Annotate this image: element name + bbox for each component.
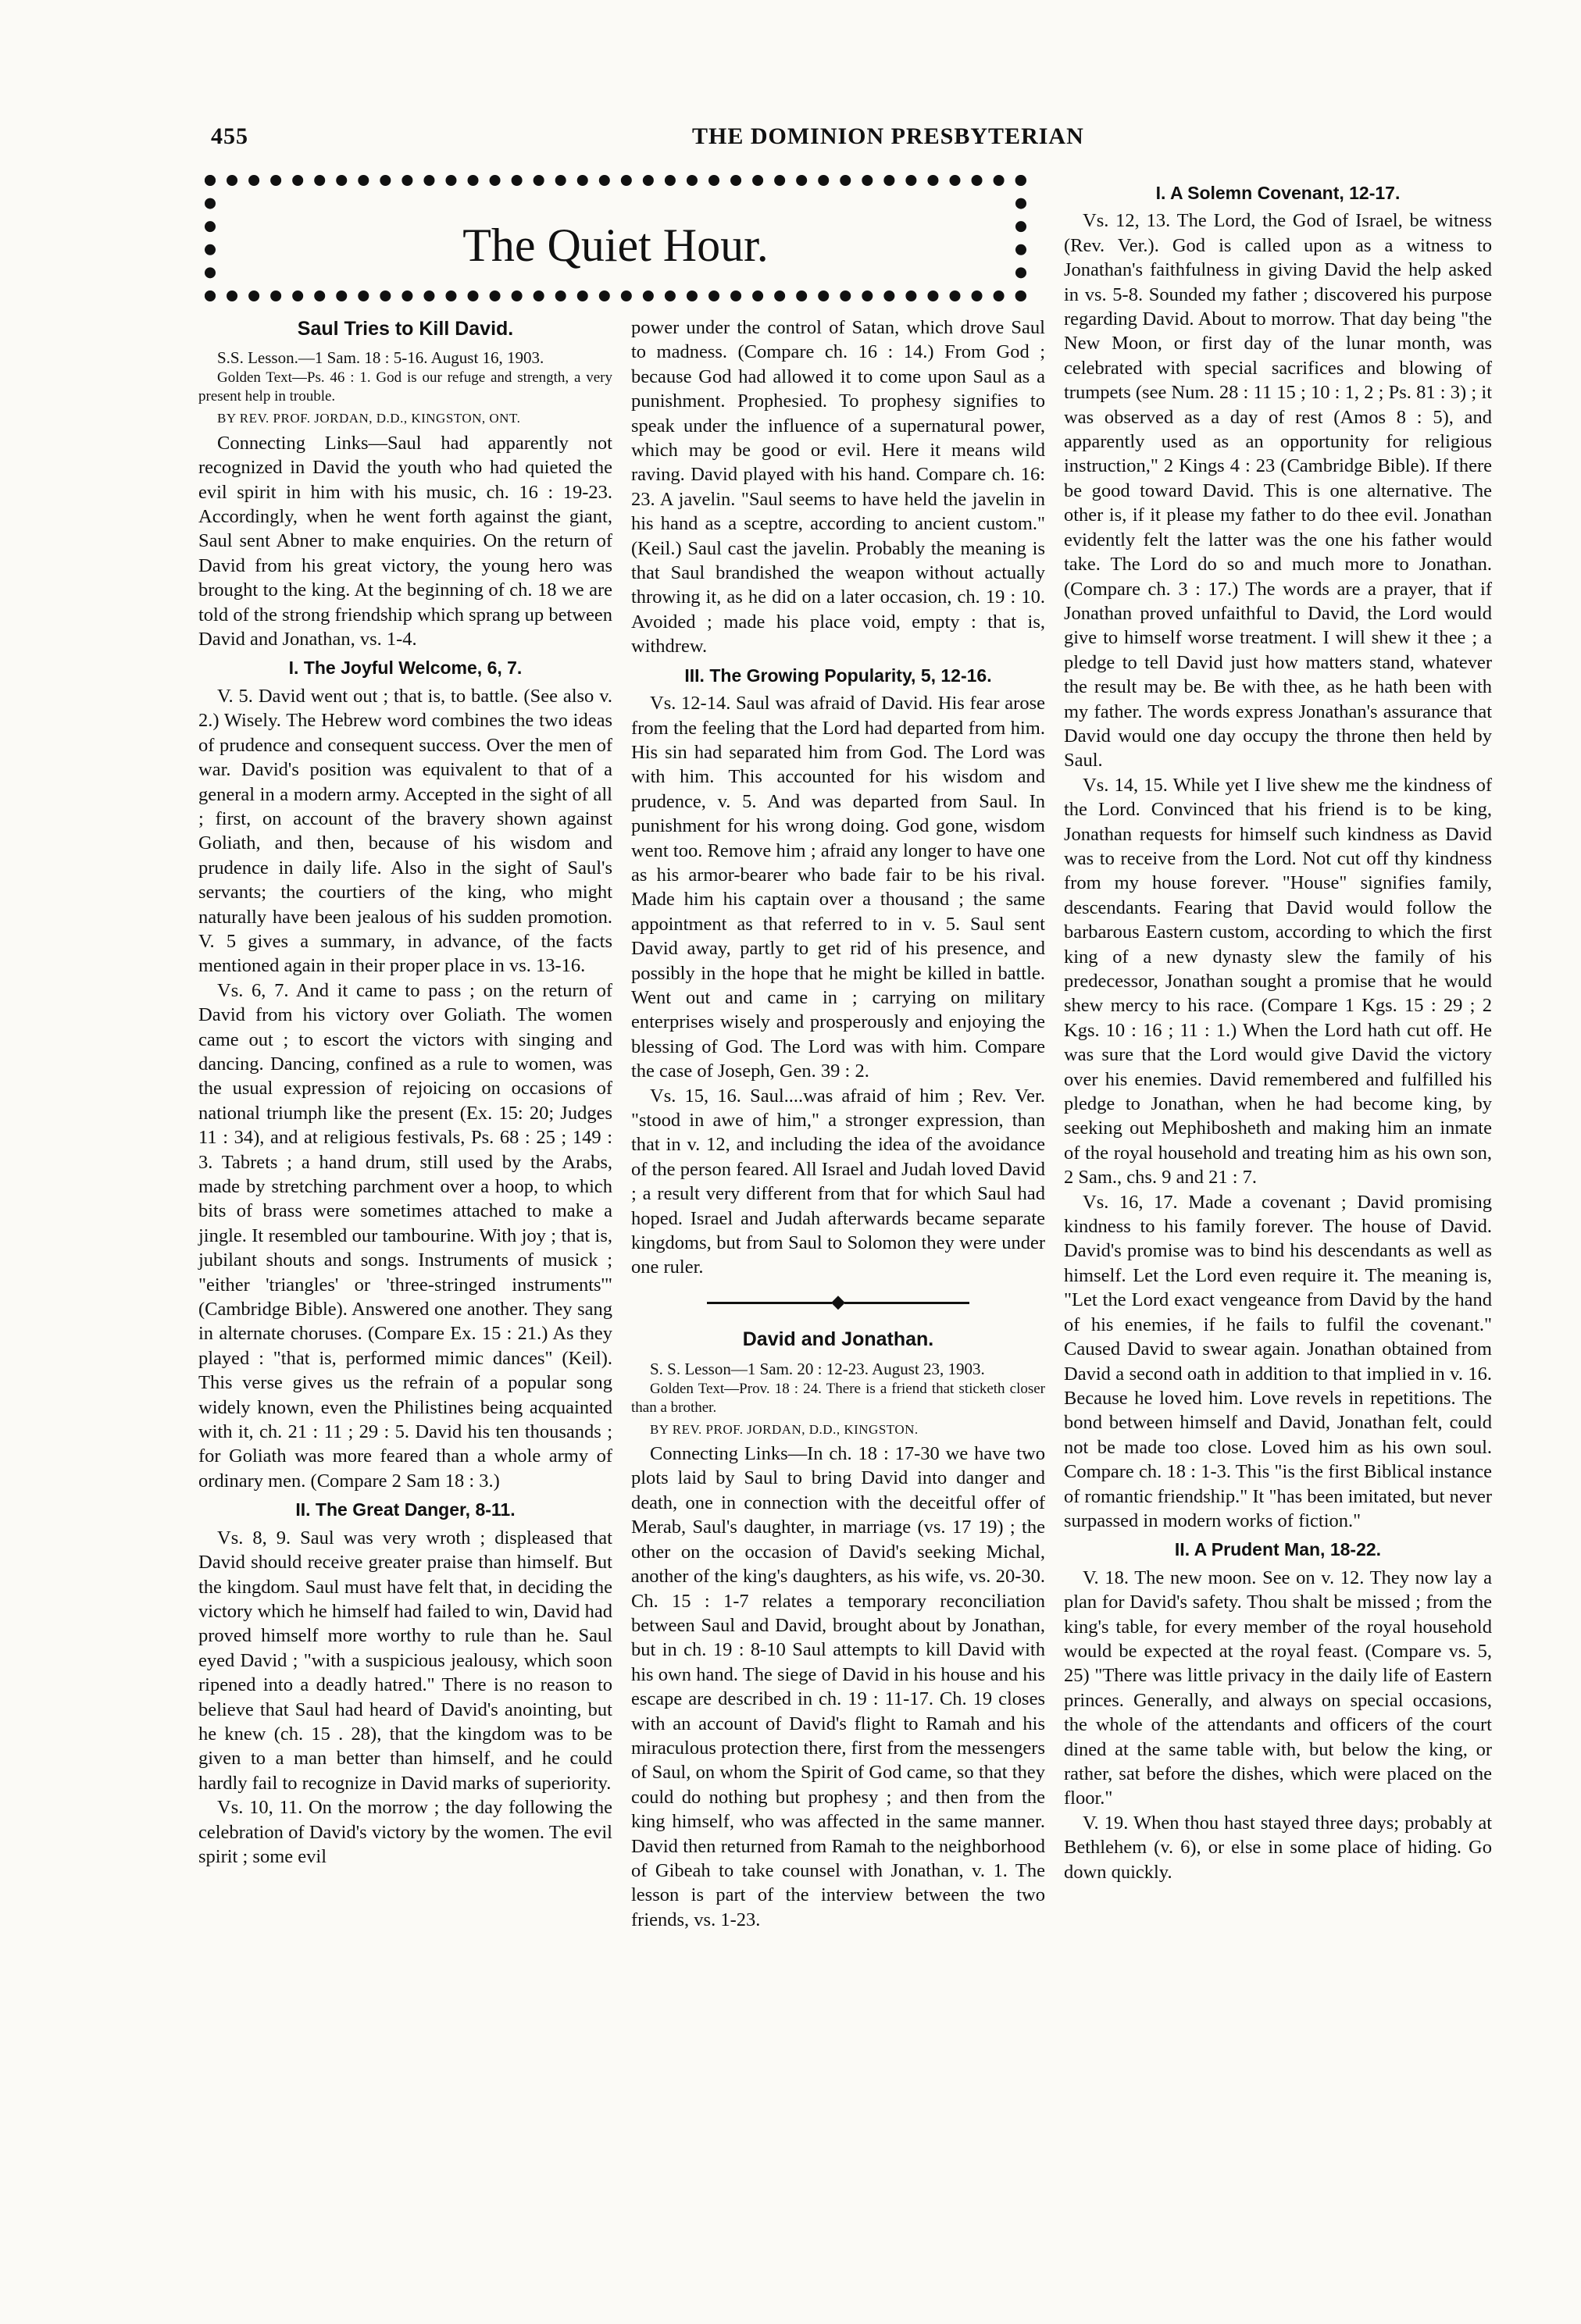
- column-2: [631, 315, 1045, 1932]
- section-divider: [631, 1289, 1045, 1313]
- paragraph: V. 18. The new moon. See on v. 12. They now lay a plan for David's safety. Thou shalt be missed ; from the king's table, for every member of the royal household would be expected at the royal feast. (Compare vs. 5, 25) "There was little privacy in the daily life of Eastern princes. Generally, and always on special occasions, the whole of the attendants and officers of the court dined at the same table with, but below the king, or rather, sat before the dishes, which were placed on the floor.": [1064, 1567, 1492, 1809]
- subheading: II. The Great Danger, 8-11.: [295, 1499, 516, 1520]
- paragraph: Vs. 14, 15. While yet I live shew me the kindness of the Lord. Convinced that his friend is to be king, Jonathan requests for himself such kindness as David was to receive from the Lord. Not cut off thy kindness from my house forever. "House" signifies family, descendants. Fearing that David would follow the barbarous Eastern custom, according to which the first king of a new dynasty slew the family of his predecessor, Jonathan sought a promise that he would shew mercy to his race. (Compare 1 Kgs. 15 : 29 ; 2 Kgs. 10 : 16 ; 11 : 1.) When the Lord hath cut off. He was sure that the Lord would give David the victory over his enemies. David remembered and fulfilled his pledge to Jonathan, when he had become king, by seeking out Mephibosheth and making him an inmate of the royal household and treating him as his own son, 2 Sam., chs. 9 and 21 : 7.: [1064, 774, 1492, 1189]
- paragraph: Connecting Links—In ch. 18 : 17-30 we have two plots laid by Saul to bring David into danger and death, one in connection with the deceitful offer of Merab, Saul's daughter, in marriage (vs. 17 19) ; the other on the occasion of David's seeking Michal, another of the king's daughters, as his wife, vs. 20-30. Ch. 15 : 1-7 relates a temporary reconciliation between Saul and David, brought about by Jonathan, but in ch. 19 : 8-10 Saul attempts to kill David with his own hand. The siege of David in his house and his escape are described in ch. 19 : 11-17. Ch. 19 closes with an account of David's flight to Ramah and his miraculous protection there, first from the messengers of Saul, on whom the Spirit of God came, so that they could do nothing but prophesy ; and then from the king himself, who was affected in the same manner. David then returned from Ramah to the neighborhood of Gibeah to take counsel with Jonathan, v. 1. The lesson is part of the interview between the two friends, vs. 1-23.: [631, 1443, 1045, 1930]
- section-masthead: [205, 175, 1026, 301]
- lesson-reference: S. S. Lesson—1 Sam. 20 : 12-23. August 23, 1903.: [650, 1359, 985, 1378]
- running-title: THE DOMINION PRESBYTERIAN: [692, 123, 1084, 149]
- subheading: I. The Joyful Welcome, 6, 7.: [288, 658, 523, 679]
- subheading: I. A Solemn Covenant, 12-17.: [1155, 183, 1401, 203]
- divider-ornament: ◆: [831, 1291, 845, 1311]
- paragraph: Vs. 12, 13. The Lord, the God of Israel, be witness (Rev. Ver.). God is called upon as a witness to Jonathan's faithfulness in giving David the help asked in vs. 5-8. Sounded my father ; discovered his purpose regarding David. About to morrow. That day being "the New Moon, or first day of the lunar month, was celebrated with special sacrifices and blowing of trumpets (see Num. 28 : 11 15 ; 10 : 1, 2 ; Ps. 81 : 3) ; it was observed as a day of rest (Amos 8 : 5), and apparently used as an opportunity for religious instruction," 2 Kings 4 : 23 (Cambridge Bible). If there be good toward David. This is one alternative. The other is, if it please my father to do thee evil. Jonathan evidently felt the latter was the one his father would take. The Lord do so and much more to Jonathan. (Compare ch. 3 : 17.) The words are a prayer, that if Jonathan proved unfaithful to David, the Lord would give to himself worse treatment. I will shew it thee ; a pledge to tell David just how matters stand, whatever the result may be. Be with thee, as he hath been with my father. The words express Jonathan's assurance that David would one day occupy the throne then held by Saul.: [1064, 210, 1492, 772]
- column-3: [1064, 176, 1492, 1884]
- byline: BY REV. PROF. JORDAN, D.D., KINGSTON.: [650, 1421, 919, 1437]
- paragraph: Connecting Links—Saul had apparently not recognized in David the youth who had quieted the evil spirit in him with his music, ch. 16 : 19-23. Accordingly, when he went forth against the giant, Saul sent Abner to make enquiries. On the return of David from his great victory, the young hero was brought to the king. At the beginning of ch. 18 we are told of the strong friendship which sprang up between David and Jonathan, vs. 1-4.: [198, 432, 612, 651]
- subheading: III. The Growing Popularity, 5, 12-16.: [684, 665, 992, 686]
- paragraph: Vs. 10, 11. On the morrow ; the day following the celebration of David's victory by the women. The evil spirit ; some evil: [198, 1797, 612, 1867]
- golden-text: Golden Text—Prov. 18 : 24. There is a friend that sticketh closer than a brother.: [631, 1380, 1045, 1416]
- paragraph: Vs. 8, 9. Saul was very wroth ; displeased that David should receive greater praise than himself. But the kingdom. Saul must have felt that, in deciding the victory which he himself had failed to win, David had proved himself more worthy to rule than he. Saul eyed David ; "with a suspicious jealousy, which soon ripened into a deadly hatred." There is no reason to believe that Saul had heard of David's anointing, but he knew (ch. 15 . 28), that the kingdom was to be given to a man better than himself, and he could hardly fail to recognize in David marks of superiority.: [198, 1527, 612, 1794]
- paragraph: Vs. 16, 17. Made a covenant ; David promising kindness to his family forever. The house of David. David's promise was to bind his descendants as well as himself. Let the Lord even require it. The meaning is, "Let the Lord exact vengeance from David by the hand of his enemies, if he fails to fulfil the covenant." Caused David to swear again. Jonathan obtained from David a second oath in addition to that implied in v. 16. Because he loved him. Love revels in repetitions. The bond between himself and David, Jonathan felt, could not be made too close. Loved him as his own soul. Compare ch. 18 : 1-3. This "is the first Biblical instance of romantic friendship." It "has been imitated, but never surpassed in modern works of fiction.": [1064, 1191, 1492, 1531]
- paragraph: V. 19. When thou hast stayed three days; probably at Bethlehem (v. 6), or else in some place of hiding. Go down quickly.: [1064, 1812, 1492, 1883]
- golden-text: Golden Text—Ps. 46 : 1. God is our refuge and strength, a very present help in trouble.: [198, 369, 612, 405]
- subheading: II. A Prudent Man, 18-22.: [1174, 1539, 1382, 1560]
- lesson-title: David and Jonathan.: [742, 1328, 934, 1351]
- section-title: The Quiet Hour.: [462, 219, 769, 271]
- byline: BY REV. PROF. JORDAN, D.D., KINGSTON, ONT.: [217, 411, 521, 426]
- lesson-reference: S.S. Lesson.—1 Sam. 18 : 5-16. August 16, 1903.: [217, 348, 544, 368]
- paragraph: power under the control of Satan, which drove Saul to madness. (Compare ch. 16 : 14.) From God ; because God had allowed it to come upon Saul as a punishment. Prophesied. To prophesy signifies to speak under the influence of a supernatural power, which may be good or evil. Here it means wild raving. David played with his hand. Compare ch. 16: 23. A javelin. "Saul seems to have held the javelin in his hand as a sceptre, according to ancient custom." (Keil.) Saul cast the javelin. Probably the meaning is that Saul brandished the weapon without actually throwing it, as he did on a later occasion, ch. 19 : 10. Avoided ; made his place void, empty : that is, withdrew.: [631, 317, 1045, 658]
- paragraph: V. 5. David went out ; that is, to battle. (See also v. 2.) Wisely. The Hebrew word combines the two ideas of prudence and consequent success. Over the men of war. David's position was equivalent to that of a general in a modern army. Accepted in the sight of all ; first, on account of the bravery shown against Goliath, and then, because of his wisdom and prudence in daily life. Also in the sight of Saul's servants; the courtiers of the king, who might naturally have been jealous of his sudden promotion. V. 5 gives a summary, in advance, of the facts mentioned again in their proper place in vs. 13-16.: [198, 685, 612, 977]
- paragraph: Vs. 15, 16. Saul....was afraid of him ; Rev. Ver. "stood in awe of him," a stronger expression, than that in v. 12, and including the idea of the avoidance of the person feared. All Israel and Judah loved David ; a result very different from that for which Saul had hoped. Israel and Judah afterwards became separate kingdoms, but from Saul to Solomon they were under one ruler.: [631, 1085, 1045, 1278]
- page-number: 455: [211, 123, 248, 149]
- lesson-title: Saul Tries to Kill David.: [297, 318, 514, 340]
- column-1: [198, 315, 612, 1869]
- paragraph: Vs. 6, 7. And it came to pass ; on the return of David from his victory over Goliath. The women came out ; to escort the victors with singing and dancing. Dancing, confined as a rule to women, was the usual expression of rejoicing on occasions of national triumph like the present (Ex. 15: 20; Judges 11 : 34), and at religious festivals, Ps. 68 : 25 ; 149 : 3. Tabrets ; a hand drum, still used by the Arabs, made by stretching parchment over a hoop, to which bits of brass were sometimes attached to make a jingle. It resembled our tambourine. With joy ; that is, jubilant shouts and songs. Instruments of musick ; "either 'triangles' or 'three-stringed instruments'" (Cambridge Bible). Answered one another. They sang in alternate choruses. (Compare Ex. 15 : 21.) As they played : "that is, performed mimic dances" (Keil). This verse gives us the refrain of a popular song widely known, even the Philistines being acquainted with it, ch. 21 : 11 ; 29 : 5. David his ten thousands ; for Goliath was more feared than a whole army of ordinary men. (Compare 2 Sam 18 : 3.): [198, 979, 612, 1492]
- paragraph: Vs. 12-14. Saul was afraid of David. His fear arose from the feeling that the Lord had departed from him. His sin had separated him from God. The Lord was with him. This accounted for his wisdom and prudence, v. 5. And was departed from Saul. In punishment for his wrong doing. God gone, wisdom went too. Remove him ; afraid any longer to have one as his armor-bearer who bade fair to be his rival. Made him his captain over a thousand ; the same appointment as that referred to in v. 5. Saul sent David away, partly to get rid of his presence, and possibly in the hope that he might be killed in battle. Went out and came in ; carrying on military enterprises wisely and prosperously and enjoying the blessing of God. The Lord was with him. Compare the case of Joseph, Gen. 39 : 2.: [631, 693, 1045, 1082]
